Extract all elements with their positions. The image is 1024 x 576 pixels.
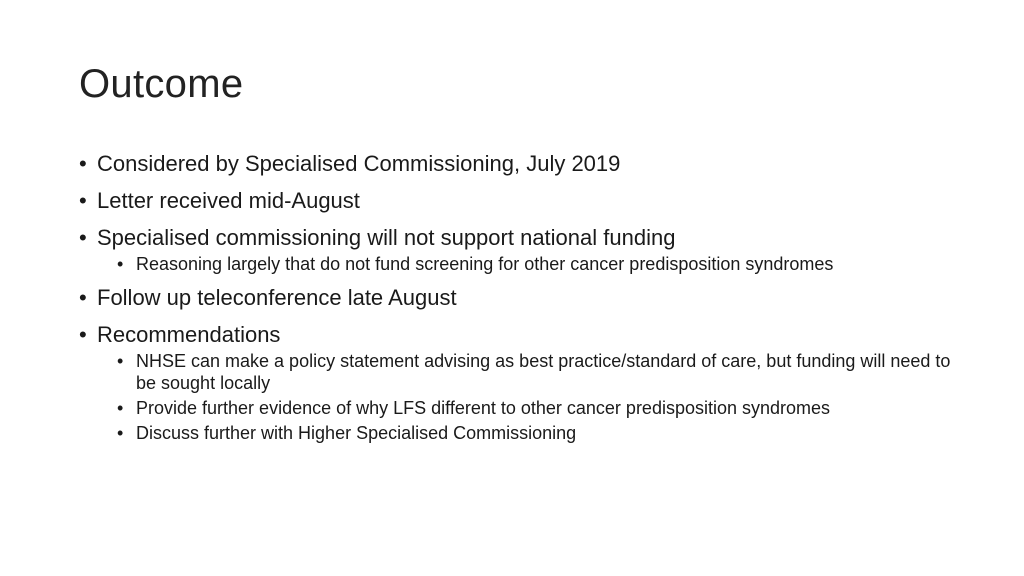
bullet-icon: •: [79, 322, 87, 347]
sub-bullet-item: [117, 350, 959, 394]
bullet-icon: •: [79, 225, 87, 250]
bullet-item: [79, 187, 959, 215]
bullet-item: [79, 321, 959, 444]
bullet-icon: •: [117, 351, 124, 371]
bullet-text: Considered by Specialised Commissioning, July 2019: [97, 151, 621, 176]
sub-bullet-item: [117, 253, 959, 275]
bullet-item: [79, 284, 959, 312]
bullet-list: [79, 150, 959, 453]
bullet-text: Recommendations: [97, 322, 281, 347]
sub-bullet-list: [97, 253, 959, 275]
sub-bullet-list: [97, 350, 959, 444]
sub-bullet-text: Provide further evidence of why LFS different to other cancer predisposition syndromes: [136, 398, 831, 418]
bullet-icon: •: [79, 188, 87, 213]
sub-bullet-text: Reasoning largely that do not fund screening for other cancer predisposition syndromes: [136, 254, 834, 274]
slide-title: Outcome: [79, 62, 244, 106]
bullet-item: [79, 150, 959, 178]
bullet-icon: •: [117, 398, 124, 418]
bullet-text: Letter received mid-August: [97, 188, 360, 213]
bullet-icon: •: [79, 151, 87, 176]
bullet-text: Specialised commissioning will not support national funding: [97, 225, 676, 250]
sub-bullet-item: [117, 422, 959, 444]
bullet-text: Follow up teleconference late August: [97, 285, 457, 310]
bullet-item: [79, 224, 959, 275]
bullet-icon: •: [79, 285, 87, 310]
bullet-icon: •: [117, 254, 124, 274]
sub-bullet-text: NHSE can make a policy statement advising as best practice/standard of care, but funding will need to be sought locally: [136, 351, 951, 393]
sub-bullet-text: Discuss further with Higher Specialised Commissioning: [136, 423, 577, 443]
sub-bullet-item: [117, 397, 959, 419]
bullet-icon: •: [117, 423, 124, 443]
